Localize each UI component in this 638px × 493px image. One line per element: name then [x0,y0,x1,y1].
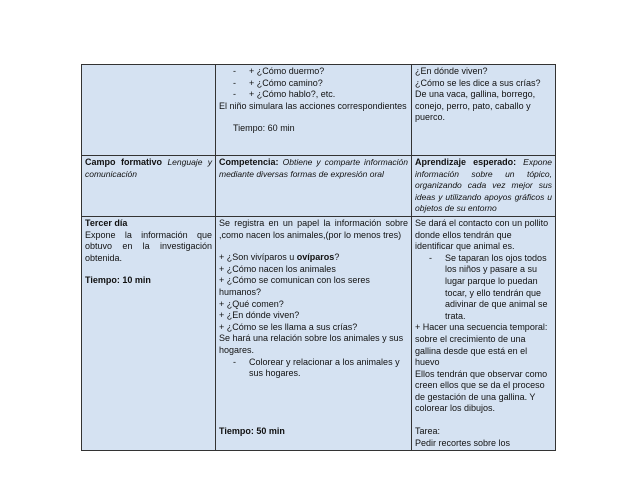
question-list [219,264,408,334]
campo-formativo-label: Campo formativo [85,157,162,167]
day-title: Tercer día [85,217,128,228]
list-item: + ¿En dónde viven? [219,310,408,322]
text-line: De una vaca, gallina, borrego, conejo, perro, pato, caballo y puerco. [415,89,536,123]
competencia-value: Obtiene y comparte información mediante diversas formas de expresión oral [219,157,408,179]
question-line: + ¿Son vivíparos u ovíparos? [219,252,340,263]
activities-cell [216,65,412,156]
oviparos-text: ovíparos [296,252,335,263]
planning-table [81,64,556,451]
list-item: + ¿Cómo se les llama a sus crías? [219,322,408,334]
table-row [82,65,556,156]
competencia-label: Competencia: [219,157,279,167]
observe-text: Ellos tendrán que observar como creen ellos que se da el proceso de gestación de una gallina. Y colorear los dibujos. [415,368,548,414]
list-item: - Se taparan los ojos todos los niños y pasare a su lugar parque lo puedan tocar, y ello tendrán que adivinar de que animal se trata. [415,253,552,323]
competencia-cell [216,156,412,217]
list-item: - + ¿Cómo hablo?, etc. [219,89,408,101]
day-cell [82,216,216,450]
aprendizaje-cell [412,156,556,217]
list-item: + ¿Qué comen? [219,299,408,311]
task-text: Pedir recortes sobre los [415,437,511,448]
time-label: Tiempo: 10 min [85,275,151,286]
activities-cell [216,216,412,450]
task-label: Tarea: [415,426,441,437]
aprendizaje-label: Aprendizaje esperado: [415,157,517,167]
relation-text: Se hará una relación sobre los animales y sus hogares. [219,333,404,355]
contact-cell [412,216,556,450]
question-list [219,66,408,101]
list-item: - Colorear y relacionar a los animales y sus hogares. [219,357,408,380]
sequence-text: + Hacer una secuencia temporal: sobre el crecimiento de una gallina desde que está en el huevo [415,322,548,368]
contact-text: Se dará el contacto con un pollito donde ellos tendrán que identificar que animal es. [415,217,549,252]
aprendizaje-value: Expone información sobre un tópico, organizando cada vez mejor sus ideas y utilizando apoyos gráficos u objetos de su entorno [415,157,552,214]
register-text: Se registra en un papel la información sobre ,como nacen los animales,(por lo menos tres) [219,217,408,240]
questions-cell [412,65,556,156]
text-line: ¿Cómo se les dice a sus crías? [415,77,541,88]
list-item: + ¿Cómo se comunican con los seres humanos? [219,275,408,298]
list-item: - + ¿Cómo camino? [219,78,408,90]
empty-cell [82,65,216,156]
dash-list [219,357,408,380]
campo-formativo-value: Lenguaje y comunicación [85,157,212,179]
table-row [82,156,556,217]
dash-list [415,253,552,323]
simulation-text: El niño simulara las acciones correspondientes [219,100,407,111]
time-label: Tiempo: 60 min [233,123,295,134]
time-label: Tiempo: 50 min [219,425,285,436]
text-line: ¿En dónde viven? [415,66,488,76]
table-row [82,216,556,450]
day-description: Expone la información que obtuvo en la investigación obtenida. [85,229,212,263]
campo-formativo-cell [82,156,216,217]
list-item: + ¿Cómo nacen los animales [219,264,408,276]
list-item: - + ¿Cómo duermo? [219,66,408,78]
